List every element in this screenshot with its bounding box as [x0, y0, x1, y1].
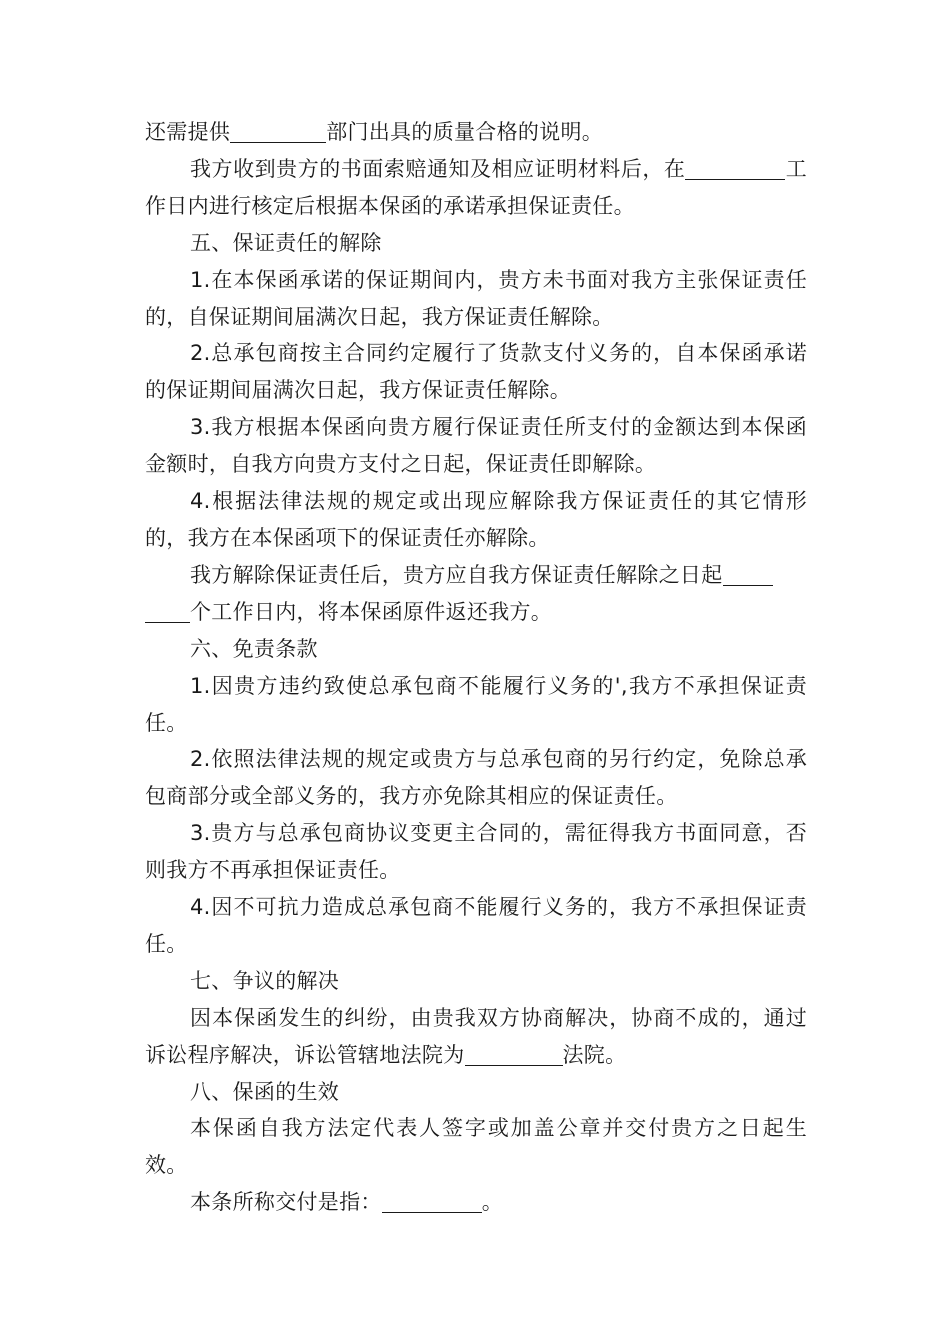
text-segment: 个工作日内，将本保函原件返还我方。: [190, 599, 553, 624]
paragraph-quality-certificate: [145, 114, 807, 151]
text-segment: 法院。: [562, 1042, 627, 1067]
paragraph-return-original: [145, 557, 807, 631]
section6-item-2: 2.依照法律法规的规定或贵方与总承包商的另行约定，免除总承包商部分或全部义务的，我方亦免除其相应的保证责任。: [145, 747, 807, 809]
blank-field[interactable]: [230, 121, 326, 143]
document-page: [145, 114, 807, 1221]
text-segment: 本条所称交付是指：: [190, 1190, 382, 1215]
section5-item-1: 1.在本保函承诺的保证期间内，贵方未书面对我方主张保证责任的，自保证期间届满次日起，我方保证责任解除。: [145, 267, 807, 329]
blank-field[interactable]: [382, 1191, 482, 1213]
text-segment: 部门出具的质量合格的说明。: [326, 120, 604, 144]
blank-field-continued[interactable]: [145, 601, 190, 623]
blank-field[interactable]: [685, 158, 785, 180]
section5-item-3: 3.我方根据本保函向贵方履行保证责任所支付的金额达到本保函金额时，自我方向贵方支付之日起，保证责任即解除。: [145, 415, 807, 477]
section-title-5: 五、保证责任的解除: [190, 230, 382, 255]
section6-item-3: 3.贵方与总承包商协议变更主合同的，需征得我方书面同意，否则我方不再承担保证责任。: [145, 821, 807, 883]
text-segment: 我方收到贵方的书面索赔通知及相应证明材料后，在: [190, 156, 686, 181]
section-title-6: 六、免责条款: [190, 636, 318, 661]
paragraph-delivery-definition: [145, 1184, 807, 1221]
paragraph-effectiveness: 本保函自我方法定代表人签字或加盖公章并交付贵方之日起生效。: [145, 1116, 807, 1178]
section-title-7: 七、争议的解决: [190, 968, 340, 993]
paragraph-dispute-court: [145, 1000, 807, 1074]
text-segment: 还需提供: [145, 120, 231, 144]
text-segment: 工作日内进行核定后根据本保函的承诺承担保证责任。: [145, 156, 807, 218]
blank-field[interactable]: [465, 1044, 563, 1066]
section6-item-4: 4.因不可抗力造成总承包商不能履行义务的，我方不承担保证责任。: [145, 895, 807, 956]
section5-item-4: 4.根据法律法规的规定或出现应解除我方保证责任的其它情形的，我方在本保函项下的保证责任亦解除。: [145, 489, 807, 550]
text-segment: 。: [481, 1190, 504, 1215]
section5-item-2: 2.总承包商按主合同约定履行了货款支付义务的，自本保函承诺的保证期间届满次日起，我方保证责任解除。: [145, 341, 807, 403]
paragraph-claim-review: [145, 151, 807, 225]
blank-field[interactable]: [723, 564, 773, 586]
text-segment: 因本保函发生的纠纷，由贵我双方协商解决，协商不成的，通过诉讼程序解决，诉讼管辖地法院为: [145, 1005, 807, 1067]
text-segment: 我方解除保证责任后，贵方应自我方保证责任解除之日起: [190, 562, 723, 587]
section6-item-1: 1.因贵方违约致使总承包商不能履行义务的',我方不承担保证责任。: [145, 673, 807, 735]
section-title-8: 八、保函的生效: [190, 1079, 340, 1104]
